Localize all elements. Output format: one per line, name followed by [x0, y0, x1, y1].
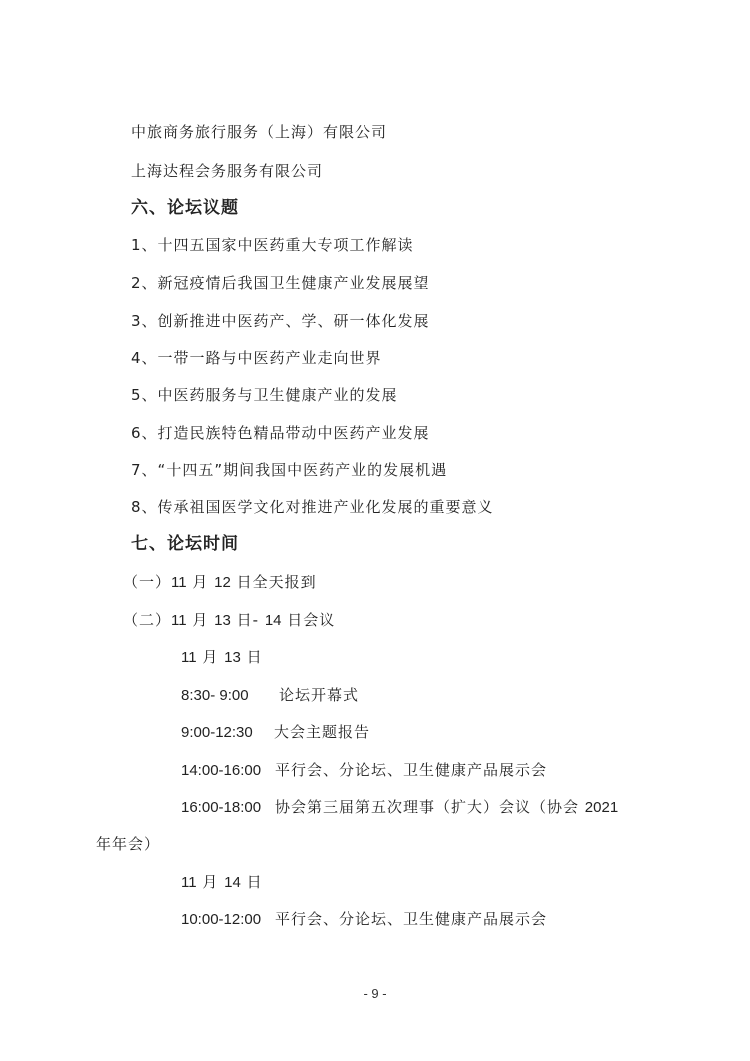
topic-item: 1、十四五国家中医药重大专项工作解读	[131, 236, 414, 254]
item-suffix: 日全天报到	[236, 573, 317, 591]
range-dash: 日-	[236, 611, 265, 629]
session-time: 10:00-12:00	[181, 911, 262, 928]
page-number: - 9 -	[363, 986, 387, 1001]
topic-item: 7、“十四五”期间我国中医药产业的发展机遇	[131, 461, 448, 479]
day-number: 14	[224, 874, 241, 891]
day-number: 14	[264, 612, 282, 629]
topic-item: 8、传承祖国医学文化对推进产业化发展的重要意义	[131, 498, 494, 516]
session-row	[181, 759, 547, 782]
day-label	[181, 646, 263, 669]
section-heading-topics: 六、论坛议题	[131, 198, 239, 218]
session-title: 论坛开幕式	[279, 686, 360, 704]
month-number: 11	[181, 649, 197, 666]
schedule-item-registration	[123, 571, 317, 594]
day-suffix: 日	[246, 873, 263, 891]
topic-item: 6、打造民族特色精品带动中医药产业发展	[131, 424, 430, 442]
session-time: 8:30- 9:00	[181, 687, 249, 704]
item-prefix: （一）	[123, 573, 172, 591]
month-label: 月	[192, 611, 209, 629]
session-title: 平行会、分论坛、卫生健康产品展示会	[275, 910, 548, 928]
month-label: 月	[192, 573, 209, 591]
schedule-item-conference	[123, 609, 335, 632]
day-suffix: 日	[246, 648, 263, 666]
item-suffix: 日会议	[287, 611, 336, 629]
session-row	[181, 684, 359, 707]
topic-item: 2、新冠疫情后我国卫生健康产业发展展望	[131, 274, 430, 292]
month-number: 11	[171, 574, 187, 591]
topic-item: 5、中医药服务与卫生健康产业的发展	[131, 386, 398, 404]
day-number: 13	[214, 612, 231, 629]
day-label	[181, 871, 263, 894]
month-label: 月	[202, 873, 219, 891]
session-time: 16:00-18:00	[181, 799, 262, 816]
day-number: 12	[214, 574, 231, 591]
day-number: 13	[224, 649, 241, 666]
item-prefix: （二）	[123, 611, 172, 629]
session-title: 平行会、分论坛、卫生健康产品展示会	[275, 761, 548, 779]
section-heading-schedule: 七、论坛时间	[131, 534, 239, 554]
organizer-line: 中旅商务旅行服务（上海）有限公司	[131, 123, 388, 141]
month-number: 11	[181, 874, 197, 891]
session-continuation: 年年会）	[96, 835, 161, 853]
month-number: 11	[171, 612, 187, 629]
month-label: 月	[202, 648, 219, 666]
topic-item: 3、创新推进中医药产、学、研一体化发展	[131, 312, 430, 330]
session-row	[181, 796, 618, 819]
topic-item: 4、一带一路与中医药产业走向世界	[131, 349, 382, 367]
session-row	[181, 721, 370, 744]
organizer-line: 上海达程会务服务有限公司	[131, 162, 324, 180]
session-title: 协会第三届第五次理事（扩大）会议（协会	[275, 798, 580, 816]
session-year: 2021	[584, 799, 619, 816]
session-title: 大会主题报告	[274, 723, 371, 741]
session-time: 9:00-12:30	[181, 724, 253, 741]
session-time: 14:00-16:00	[181, 762, 262, 779]
session-row	[181, 908, 547, 931]
